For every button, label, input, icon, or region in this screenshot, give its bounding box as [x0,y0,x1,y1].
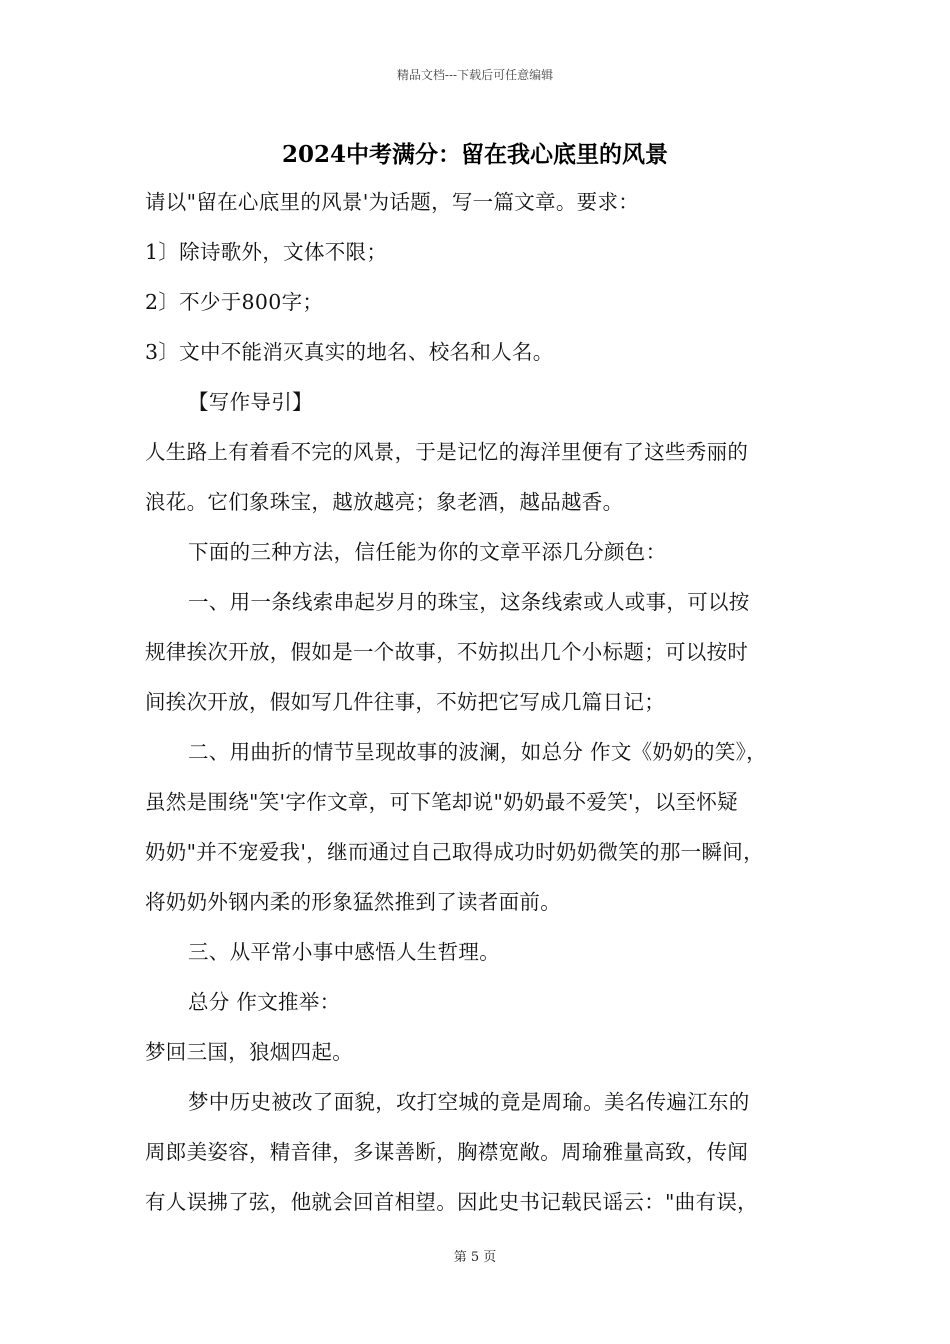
text-line: 下面的三种方法，信任能为你的文章平添几分颜色： [188,540,667,564]
text-line: 将奶奶外钢内柔的形象猛然推到了读者面前。 [145,890,561,914]
text-line: 周郎美姿容，精音律，多谋善断，胸襟宽敞。周瑜雅量高致，传闻 [145,1140,749,1164]
text-line: 虽然是围绕"笑'字作文章，可下笔却说"奶奶最不爱笑'，以至怀疑 [145,790,738,814]
text-line: 请以"留在心底里的风景'为话题，写一篇文章。要求： [145,190,640,214]
text-line: 规律挨次开放，假如是一个故事，不妨拟出几个小标题；可以按时 [145,640,749,664]
document-title: 2024中考满分：留在我心底里的风景 [281,141,668,168]
text-line: 3〕文中不能消灭真实的地名、校名和人名。 [145,340,554,364]
text-line: 梦中历史被改了面貌，攻打空城的竟是周瑜。美名传遍江东的 [188,1090,750,1114]
text-line: 有人误拂了弦，他就会回首相望。因此史书记载民谣云："曲有误， [145,1190,758,1214]
text-line: 二、用曲折的情节呈现故事的波澜，如总分 作文《奶奶的笑》， [188,740,767,764]
text-line: 2〕不少于800字； [145,290,324,314]
text-line: 一、用一条线索串起岁月的珠宝，这条线索或人或事，可以按 [188,590,750,614]
text-line: 人生路上有着看不完的风景，于是记忆的海洋里便有了这些秀丽的 [145,440,749,464]
text-line: 1〕除诗歌外，文体不限； [145,240,388,264]
text-line: 浪花。它们象珠宝，越放越亮；象老酒，越品越香。 [145,490,624,514]
document-body [145,182,810,1232]
text-line: 【写作导引】 [188,390,313,414]
text-line: 梦回三国，狼烟四起。 [145,1040,353,1064]
page-header: 精品文档---下载后可任意编辑 [396,68,554,82]
text-line: 奶奶"并不宠爱我'，继而通过自己取得成功时奶奶微笑的那一瞬间， [145,840,764,864]
text-line: 总分 作文推举： [188,990,341,1014]
page-number: 第 5 页 [453,1250,497,1265]
text-line: 间挨次开放，假如写几件往事，不妨把它写成几篇日记； [145,690,665,714]
text-line: 三、从平常小事中感悟人生哲理。 [188,940,500,964]
